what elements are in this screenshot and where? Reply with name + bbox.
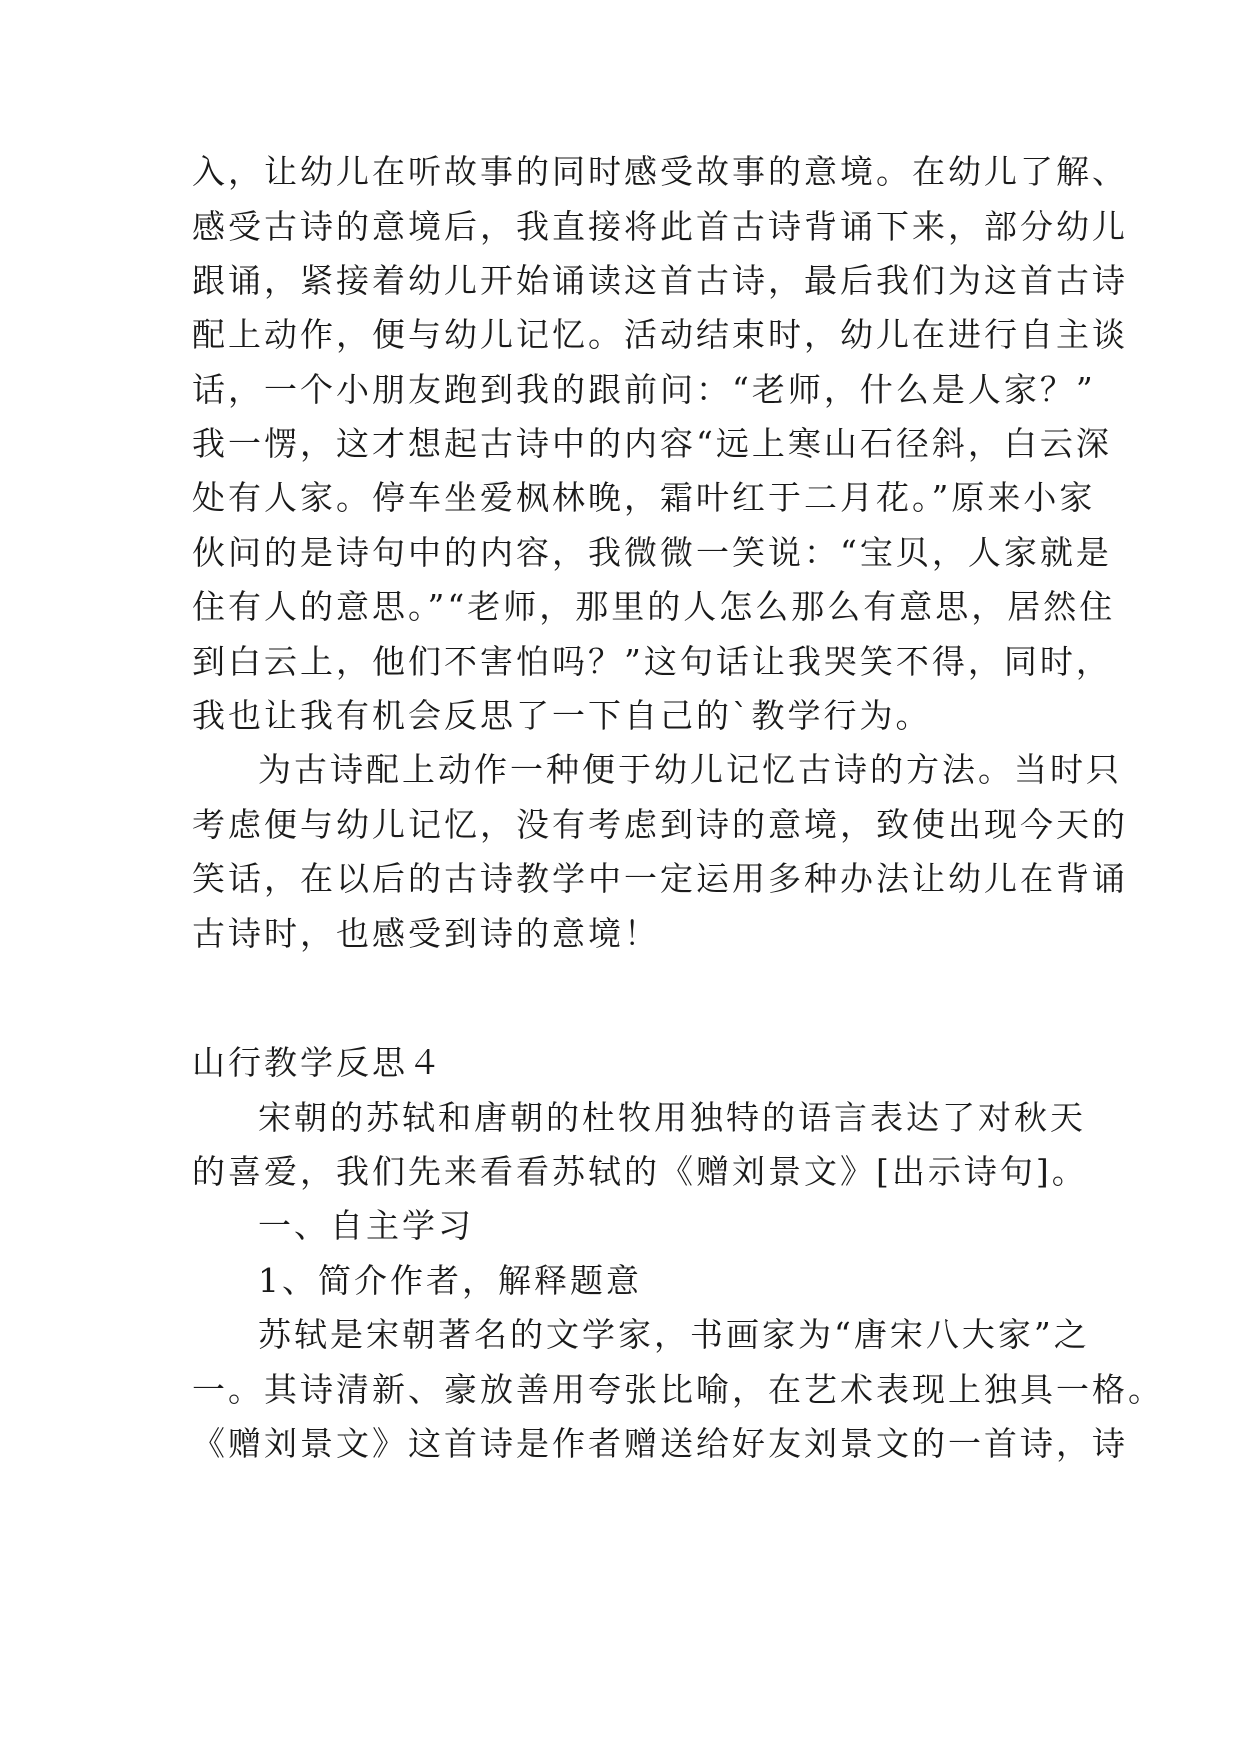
paragraph-2-line: 古诗时，也感受到诗的意境！ <box>192 914 660 953</box>
paragraph-1-line: 感受古诗的意境后，我直接将此首古诗背诵下来，部分幼儿 <box>192 207 1128 246</box>
paragraph-1-line: 跟诵，紧接着幼儿开始诵读这首古诗，最后我们为这首古诗 <box>192 261 1128 300</box>
paragraph-1-line: 配上动作，便与幼儿记忆。活动结束时，幼儿在进行自主谈 <box>192 315 1128 354</box>
paragraph-1-line: 话，一个小朋友跑到我的跟前问：“老师，什么是人家？” <box>192 370 1096 409</box>
paragraph-1-line: 住有人的意思。”“老师，那里的人怎么那么有意思，居然住 <box>192 587 1116 626</box>
paragraph-3-line: 宋朝的苏轼和唐朝的杜牧用独特的语言表达了对秋天 <box>258 1098 1086 1137</box>
paragraph-4-line: 一。其诗清新、豪放善用夸张比喻，在艺术表现上独具一格。 <box>192 1370 1164 1409</box>
paragraph-3-line: 的喜爱，我们先来看看苏轼的《赠刘景文》[出示诗句]。 <box>192 1152 1088 1191</box>
paragraph-1-line: 我也让我有机会反思了一下自己的`教学行为。 <box>192 696 932 735</box>
paragraph-1-line: 伙问的是诗句中的内容，我微微一笑说：“宝贝，人家就是 <box>192 533 1112 572</box>
heading-author-intro: 1、简介作者，解释题意 <box>258 1261 642 1300</box>
paragraph-4-line: 《赠刘景文》这首诗是作者赠送给好友刘景文的一首诗，诗 <box>192 1424 1128 1463</box>
section-title: 山行教学反思４ <box>192 1043 444 1082</box>
paragraph-1-line: 到白云上，他们不害怕吗？”这句话让我哭笑不得，同时， <box>192 642 1112 681</box>
paragraph-2-line: 为古诗配上动作一种便于幼儿记忆古诗的方法。当时只 <box>258 750 1122 789</box>
paragraph-2-line: 笑话，在以后的古诗教学中一定运用多种办法让幼儿在背诵 <box>192 859 1128 898</box>
paragraph-4-line: 苏轼是宋朝著名的文学家，书画家为“唐宋八大家”之 <box>258 1315 1090 1354</box>
paragraph-1-line: 处有人家。停车坐爱枫林晚，霜叶红于二月花。”原来小家 <box>192 478 1096 517</box>
paragraph-1-line: 我一愣，这才想起古诗中的内容“远上寒山石径斜，白云深 <box>192 424 1112 463</box>
heading-self-study: 一、自主学习 <box>258 1206 474 1245</box>
paragraph-2-line: 考虑便与幼儿记忆，没有考虑到诗的意境，致使出现今天的 <box>192 805 1128 844</box>
paragraph-1-line: 入，让幼儿在听故事的同时感受故事的意境。在幼儿了解、 <box>192 152 1128 191</box>
